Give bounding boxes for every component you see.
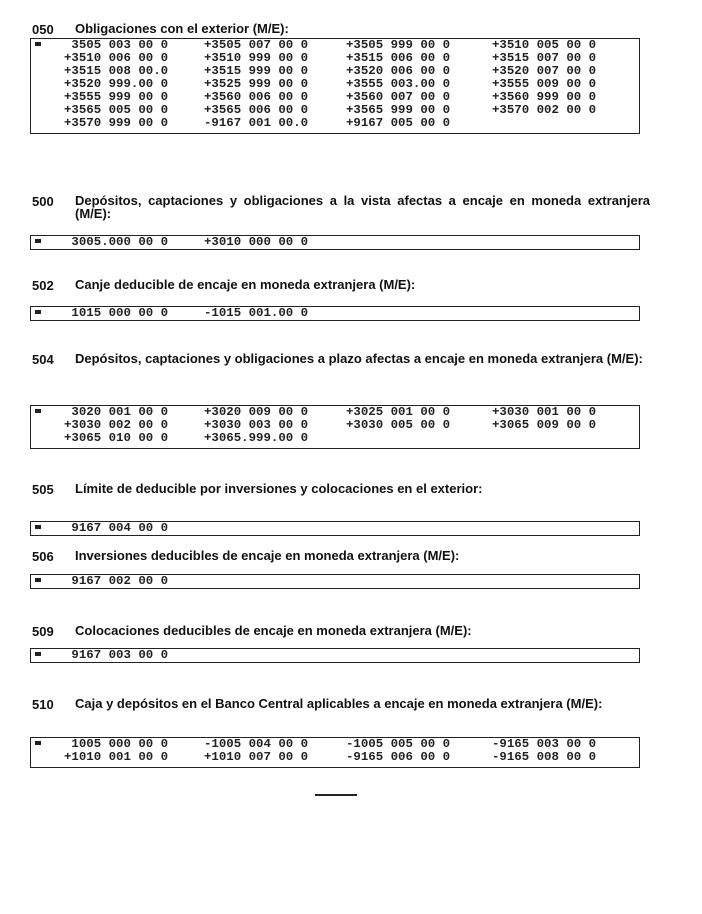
account-code: +3510 006 00 0	[64, 51, 169, 65]
account-code: +3065.999.00 0	[204, 431, 309, 445]
account-code: +3510 999 00 0	[204, 51, 309, 65]
section-title: Obligaciones con el exterior (M/E):	[75, 21, 289, 36]
section-title: Límite de deducible por inversiones y colocaciones en el exterior:	[75, 481, 483, 496]
account-code: +3560 007 00 0	[346, 90, 451, 104]
account-code: +3565 005 00 0	[64, 103, 169, 117]
code-row	[31, 649, 639, 662]
section-title: Caja y depósitos en el Banco Central aplicables a encaje en moneda extranjera (M/E):	[75, 696, 603, 711]
account-code: +3520 999.00 0	[64, 77, 169, 91]
account-code: +3565 999 00 0	[346, 103, 451, 117]
account-code: +3010 000 00 0	[204, 235, 309, 249]
account-code: +3570 002 00 0	[492, 103, 597, 117]
account-code: -9165 003 00 0	[492, 737, 597, 751]
code-box	[30, 574, 640, 589]
section-number: 506	[32, 549, 54, 564]
account-code: +1010 007 00 0	[204, 750, 309, 764]
section-number: 505	[32, 482, 54, 497]
account-code: +3560 999 00 0	[492, 90, 597, 104]
code-box	[30, 521, 640, 536]
account-code: -9165 006 00 0	[346, 750, 451, 764]
account-code: -9167 001 00.0	[204, 116, 309, 130]
account-code: +3515 006 00 0	[346, 51, 451, 65]
account-code: +3520 007 00 0	[492, 64, 597, 78]
account-code: +3030 005 00 0	[346, 418, 451, 432]
account-code: -1015 001.00 0	[204, 306, 309, 320]
account-code: +3560 006 00 0	[204, 90, 309, 104]
account-code: +3505 999 00 0	[346, 38, 451, 52]
code-row	[31, 236, 639, 249]
account-code: +3065 010 00 0	[64, 431, 169, 445]
account-code: 1015 000 00 0	[64, 306, 169, 320]
account-code: +3020 009 00 0	[204, 405, 309, 419]
account-code: +3570 999 00 0	[64, 116, 169, 130]
account-code: +3065 009 00 0	[492, 418, 597, 432]
footer-divider	[315, 794, 357, 796]
section-title: Colocaciones deducibles de encaje en moneda extranjera (M/E):	[75, 623, 472, 638]
code-row	[31, 117, 639, 130]
code-row	[31, 432, 639, 445]
section-title: Canje deducible de encaje en moneda extranjera (M/E):	[75, 277, 416, 292]
section-number: 050	[32, 22, 54, 37]
account-code: 3020 001 00 0	[64, 405, 169, 419]
account-code: -9165 008 00 0	[492, 750, 597, 764]
code-row	[31, 575, 639, 588]
section-title: Depósitos, captaciones y obligaciones a plazo afectas a encaje en moneda extranjera (M/E):	[75, 351, 643, 366]
section-number: 509	[32, 624, 54, 639]
account-code: +3505 007 00 0	[204, 38, 309, 52]
account-code: +3520 006 00 0	[346, 64, 451, 78]
code-row	[31, 522, 639, 535]
account-code: 9167 004 00 0	[64, 521, 169, 535]
account-code: +3515 008 00.0	[64, 64, 169, 78]
account-code: -1005 004 00 0	[204, 737, 309, 751]
account-code: 1005 000 00 0	[64, 737, 169, 751]
code-box	[30, 648, 640, 663]
account-code: +1010 001 00 0	[64, 750, 169, 764]
account-code: 9167 003 00 0	[64, 648, 169, 662]
section-number: 504	[32, 352, 54, 367]
account-code: +3030 002 00 0	[64, 418, 169, 432]
code-box	[30, 306, 640, 321]
account-code: 3005.000 00 0	[64, 235, 169, 249]
account-code: +3515 007 00 0	[492, 51, 597, 65]
account-code: +3030 001 00 0	[492, 405, 597, 419]
account-code: +3030 003 00 0	[204, 418, 309, 432]
code-box	[30, 235, 640, 250]
section-number: 510	[32, 697, 54, 712]
account-code: 3505 003 00 0	[64, 38, 169, 52]
code-box	[30, 737, 640, 768]
code-row	[31, 751, 639, 764]
code-row	[31, 307, 639, 320]
account-code: +3555 003.00 0	[346, 77, 451, 91]
section-number: 502	[32, 278, 54, 293]
account-code: +9167 005 00 0	[346, 116, 451, 130]
section-title: Depósitos, captaciones y obligaciones a la vista afectas a encaje en moneda extranjera (M/E):	[75, 193, 650, 221]
account-code: 9167 002 00 0	[64, 574, 169, 588]
account-code: +3025 001 00 0	[346, 405, 451, 419]
code-box	[30, 38, 640, 134]
section-title: Inversiones deducibles de encaje en moneda extranjera (M/E):	[75, 548, 460, 563]
account-code: +3515 999 00 0	[204, 64, 309, 78]
account-code: +3525 999 00 0	[204, 77, 309, 91]
account-code: +3555 999 00 0	[64, 90, 169, 104]
account-code: +3510 005 00 0	[492, 38, 597, 52]
account-code: +3565 006 00 0	[204, 103, 309, 117]
code-box	[30, 405, 640, 449]
account-code: -1005 005 00 0	[346, 737, 451, 751]
account-code: +3555 009 00 0	[492, 77, 597, 91]
section-number: 500	[32, 194, 54, 209]
